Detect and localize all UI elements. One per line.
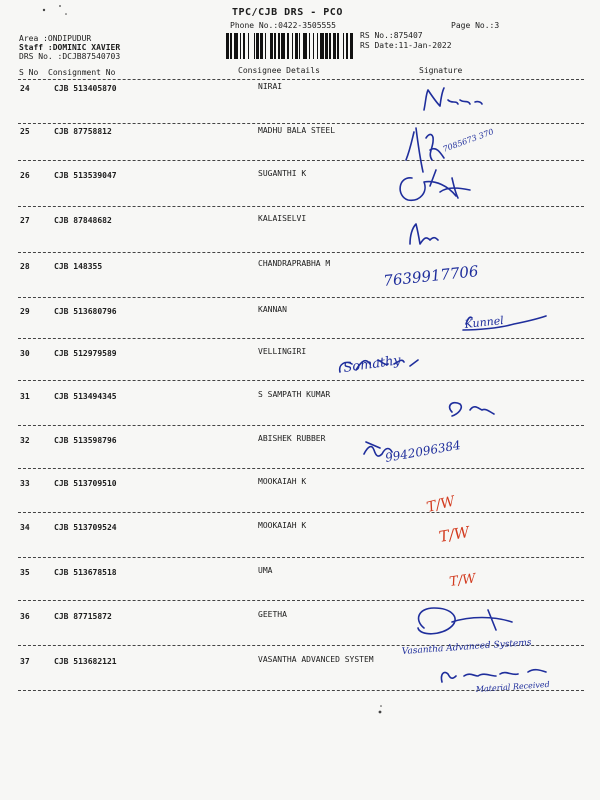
page-number: Page No.:3 [451, 21, 500, 30]
row-consignee: KANNAN [258, 305, 287, 314]
row-sno: 31 [20, 392, 30, 401]
scan-specks [43, 5, 382, 713]
rs-date: RS Date:11-Jan-2022 [360, 41, 452, 50]
row-sno: 27 [20, 216, 30, 225]
row-consignee: ABISHEK RUBBER [258, 434, 326, 443]
drs-number: DRS No. :DCJB87540703 [19, 52, 121, 61]
sheet-title: TPC/CJB DRS - PCO [232, 7, 343, 18]
column-signature: Signature [419, 66, 463, 75]
row-consignee: VELLINGIRI [258, 347, 307, 356]
row-sno: 24 [20, 84, 30, 93]
row-consignment: CJB 513709510 [54, 479, 117, 488]
column-consignee: Consignee Details [238, 66, 320, 75]
phone-row-28: 7639917706 [382, 262, 480, 290]
signature-row-24 [424, 88, 482, 110]
row-consignment: CJB 87715872 [54, 612, 112, 621]
phone-number: Phone No.:0422-3505555 [230, 21, 336, 30]
note-row-25: 7085673 370 [441, 127, 495, 154]
phone-row-32: 9942096384 [384, 437, 462, 465]
mark-row-35: T/W [448, 571, 477, 590]
row-consignment: CJB 513709524 [54, 523, 117, 532]
row-consignee: MOOKAIAH K [258, 521, 307, 530]
mark-row-33: T/W [425, 493, 457, 516]
rs-number: RS No.:875407 [360, 31, 423, 40]
row-consignee: SUGANTHI K [258, 169, 307, 178]
column-consignment: Consignment No [48, 68, 116, 77]
signature-text-row-30: Somathy [342, 353, 402, 376]
row-sno: 36 [20, 612, 30, 621]
mark-row-34: T/W [437, 522, 471, 546]
row-sno: 34 [20, 523, 30, 532]
signature-row-27 [410, 224, 438, 244]
row-consignment: CJB 87848682 [54, 216, 112, 225]
row-consignee: KALAISELVI [258, 214, 307, 223]
row-consignment: CJB 513682121 [54, 657, 117, 666]
signature-row-26 [400, 170, 470, 200]
row-sno: 35 [20, 568, 30, 577]
area-label: Area :ONDIPUDUR [19, 34, 92, 43]
row-sno: 28 [20, 262, 30, 271]
row-consignment: CJB 148355 [54, 262, 103, 271]
stamp-text-line1: Vasantha Advanced Systems [401, 637, 532, 657]
row-sno: 32 [20, 436, 30, 445]
row-consignment: CJB 513598796 [54, 436, 117, 445]
row-sno: 37 [20, 657, 30, 666]
row-consignment: CJB 513678518 [54, 568, 117, 577]
stamp-text-line2: Material Received [475, 679, 551, 694]
row-consignee: MADHU BALA STEEL [258, 126, 336, 135]
signature-row-37 [441, 670, 546, 682]
row-sno: 25 [20, 127, 30, 136]
row-consignee: NIRAI [258, 82, 283, 91]
row-consignment: CJB 87758812 [54, 127, 112, 136]
row-consignment: CJB 513680796 [54, 307, 117, 316]
row-consignee: VASANTHA ADVANCED SYSTEM [258, 655, 374, 664]
row-sno: 29 [20, 307, 30, 316]
staff-label: Staff :DOMINIC XAVIER [19, 43, 121, 52]
row-sno: 33 [20, 479, 30, 488]
row-consignee: GEETHA [258, 610, 287, 619]
signature-row-31 [450, 403, 494, 416]
row-consignee: MOOKAIAH K [258, 477, 307, 486]
row-sno: 26 [20, 171, 30, 180]
row-consignee: UMA [258, 566, 273, 575]
row-consignee: S SAMPATH KUMAR [258, 390, 331, 399]
row-sno: 30 [20, 349, 30, 358]
signature-row-25 [406, 128, 444, 172]
signature-text-row-29: Kunnel [463, 313, 505, 331]
signature-row-36 [418, 608, 512, 634]
row-consignment: CJB 512979589 [54, 349, 117, 358]
column-sno: S No [19, 68, 39, 77]
row-consignee: CHANDRAPRABHA M [258, 259, 331, 268]
row-consignment: CJB 513494345 [54, 392, 117, 401]
row-consignment: CJB 513539047 [54, 171, 117, 180]
row-consignment: CJB 513405870 [54, 84, 117, 93]
